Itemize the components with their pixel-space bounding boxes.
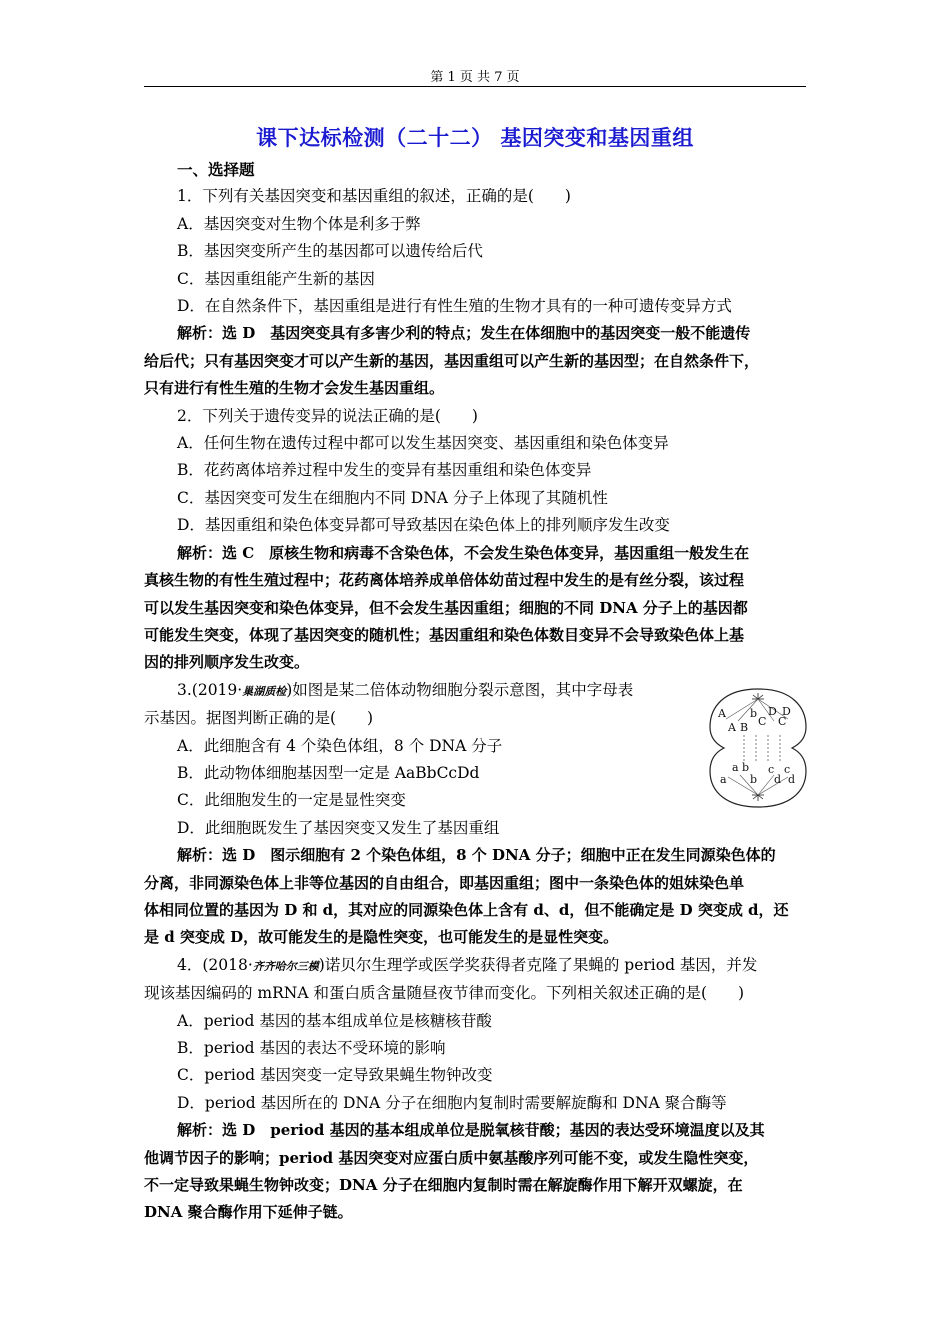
- question-1-option-a: A．基因突变对生物个体是利多于弊: [177, 214, 421, 233]
- gene-label-lower: b: [750, 772, 758, 786]
- analysis-line: 真核生物的有性生殖过程中；花药离体培养成单倍体幼苗过程中发生的是有丝分裂，该过程: [144, 571, 745, 590]
- gene-label-lower: b: [742, 760, 750, 774]
- question-4-stem-line2: 现该基因编码的 mRNA 和蛋白质含量随昼夜节律而变化。下列相关叙述正确的是( ): [144, 984, 745, 1003]
- upper-pole-star: [752, 693, 764, 699]
- question-2: [144, 403, 806, 677]
- question-1-stem: 1．下列有关基因突变和基因重组的叙述，正确的是( ): [177, 187, 571, 206]
- analysis-line: 因的排列顺序发生改变。: [144, 653, 310, 672]
- question-1: [144, 183, 806, 402]
- analysis-line: 可能发生突变，体现了基因突变的随机性；基因重组和染色体数目变异不会导致染色体上基: [144, 625, 745, 644]
- question-2-analysis: [144, 540, 806, 677]
- question-4-stem: [144, 952, 806, 980]
- gene-label-upper: A: [728, 720, 736, 734]
- gene-label-upper: B: [740, 720, 749, 734]
- question-3-stem-prefix: 3.(2019·: [177, 680, 243, 699]
- question-2-option-d: D．基因重组和染色体变异都可导致基因在染色体上的排列顺序发生改变: [177, 516, 670, 535]
- question-3-option-b: B．此动物体细胞基因型一定是 AaBbCcDd: [177, 763, 480, 782]
- gene-label-upper: D: [768, 704, 777, 718]
- question-2-option-b: B．花药离体培养过程中发生的变异有基因重组和染色体变异: [177, 461, 592, 480]
- question-2-stem: 2．下列关于遗传变异的说法正确的是( ): [177, 406, 478, 425]
- cell-division-diagram: [704, 685, 812, 811]
- gene-label-lower: d: [774, 772, 782, 786]
- question-2-option-a: A．任何生物在遗传过程中都可以发生基因突变、基因重组和染色体变异: [177, 434, 669, 453]
- question-2-option-c: C．基因突变可发生在细胞内不同 DNA 分子上体现了其随机性: [177, 488, 608, 507]
- question-4-option-d: D．period 基因所在的 DNA 分子在细胞内复制时需要解旋酶和 DNA 聚合酶等: [177, 1093, 727, 1112]
- analysis-line: 体相同位置的基因为 D 和 d，其对应的同源染色体上含有 d、d，但不能确定是 D 突变成 d，还: [144, 900, 789, 919]
- document-body: [144, 156, 806, 1227]
- question-3-source: 巢湖质检: [242, 684, 287, 698]
- question-1-option-c: C．基因重组能产生新的基因: [177, 269, 375, 288]
- gene-label-upper: C: [778, 714, 787, 728]
- question-3-analysis: [144, 842, 806, 952]
- question-1-analysis: [144, 320, 806, 402]
- analysis-line: 解析：选 D 图示细胞有 2 个染色体组，8 个 DNA 分子；细胞中正在发生同源染色体的: [177, 846, 776, 865]
- gene-label-upper: D: [782, 704, 791, 718]
- question-3-stem-line2: 示基因。据图判断正确的是( ): [144, 709, 374, 728]
- gene-label-lower: c: [768, 762, 775, 776]
- gene-label-lower: c: [784, 762, 791, 776]
- question-4-option-a: A．period 基因的基本组成单位是核糖核苷酸: [177, 1011, 492, 1030]
- analysis-line: 是 d 突变成 D，故可能发生的是隐性突变，也可能发生的是显性突变。: [144, 928, 619, 947]
- question-4-source: 齐齐哈尔三模: [252, 959, 319, 973]
- analysis-line: 只有进行有性生殖的生物才会发生基因重组。: [144, 379, 445, 398]
- question-4-option-b: B．period 基因的表达不受环境的影响: [177, 1039, 446, 1057]
- gene-label-upper: C: [758, 714, 767, 728]
- question-4: [144, 952, 806, 1227]
- gene-label-upper: b: [750, 706, 758, 720]
- lower-pole-star: [752, 795, 764, 801]
- gene-label-lower: d: [788, 772, 796, 786]
- page-number-header: 第 1 页 共 7 页: [430, 70, 520, 85]
- gene-label-lower: a: [732, 760, 739, 774]
- question-4-stem-suffix: )诺贝尔生理学或医学奖获得者克隆了果蝇的 period 基因，并发: [318, 955, 758, 974]
- analysis-line: 他调节因子的影响；period 基因突变对应蛋白质中氨基酸序列可能不变，或发生隐性突变，: [144, 1148, 759, 1167]
- gene-label-upper: A: [718, 706, 726, 720]
- analysis-line: DNA 聚合酶作用下延伸子链。: [144, 1203, 353, 1222]
- gene-label-lower: a: [720, 772, 727, 786]
- question-3-stem-suffix: )如图是某二倍体动物细胞分裂示意图，其中字母表: [286, 680, 634, 699]
- question-4-option-c: C．period 基因突变一定导致果蝇生物钟改变: [177, 1066, 493, 1085]
- analysis-line: 解析：选 D 基因突变具有多害少利的特点；发生在体细胞中的基因突变一般不能遗传: [177, 324, 751, 343]
- question-3: [144, 677, 806, 952]
- question-3-option-d: D．此细胞既发生了基因突变又发生了基因重组: [177, 818, 500, 837]
- analysis-line: 给后代；只有基因突变才可以产生新的基因，基因重组可以产生新的基因型；在自然条件下，: [144, 351, 760, 370]
- question-4-analysis: [144, 1117, 806, 1227]
- analysis-line: 解析：选 D period 基因的基本组成单位是脱氧核苷酸；基因的表达受环境温度以及其: [177, 1121, 765, 1140]
- question-4-stem-prefix: 4．(2018·: [177, 955, 253, 974]
- question-3-option-a: A．此细胞含有 4 个染色体组，8 个 DNA 分子: [177, 736, 503, 755]
- analysis-line: 分离，非同源染色体上非等位基因的自由组合，即基因重组；图中一条染色体的姐妹染色单: [144, 873, 745, 892]
- question-3-option-c: C．此细胞发生的一定是显性突变: [177, 791, 406, 810]
- analysis-line: 不一定导致果蝇生物钟改变；DNA 分子在细胞内复制时需在解旋酶作用下解开双螺旋，在: [144, 1176, 743, 1195]
- question-1-option-b: B．基因突变所产生的基因都可以遗传给后代: [177, 242, 483, 261]
- document-title: 课下达标检测（二十二） 基因突变和基因重组: [256, 125, 694, 150]
- analysis-line: 解析：选 C 原核生物和病毒不含染色体，不会发生染色体变异，基因重组一般发生在: [177, 543, 750, 562]
- analysis-line: 可以发生基因突变和染色体变异，但不会发生基因重组；细胞的不同 DNA 分子上的基因都: [144, 598, 748, 617]
- section-heading: 一、选择题: [177, 160, 255, 179]
- question-1-option-d: D．在自然条件下，基因重组是进行有性生殖的生物才具有的一种可遗传变异方式: [177, 297, 732, 316]
- separation-dashes: [744, 735, 780, 761]
- header-divider: [144, 86, 806, 87]
